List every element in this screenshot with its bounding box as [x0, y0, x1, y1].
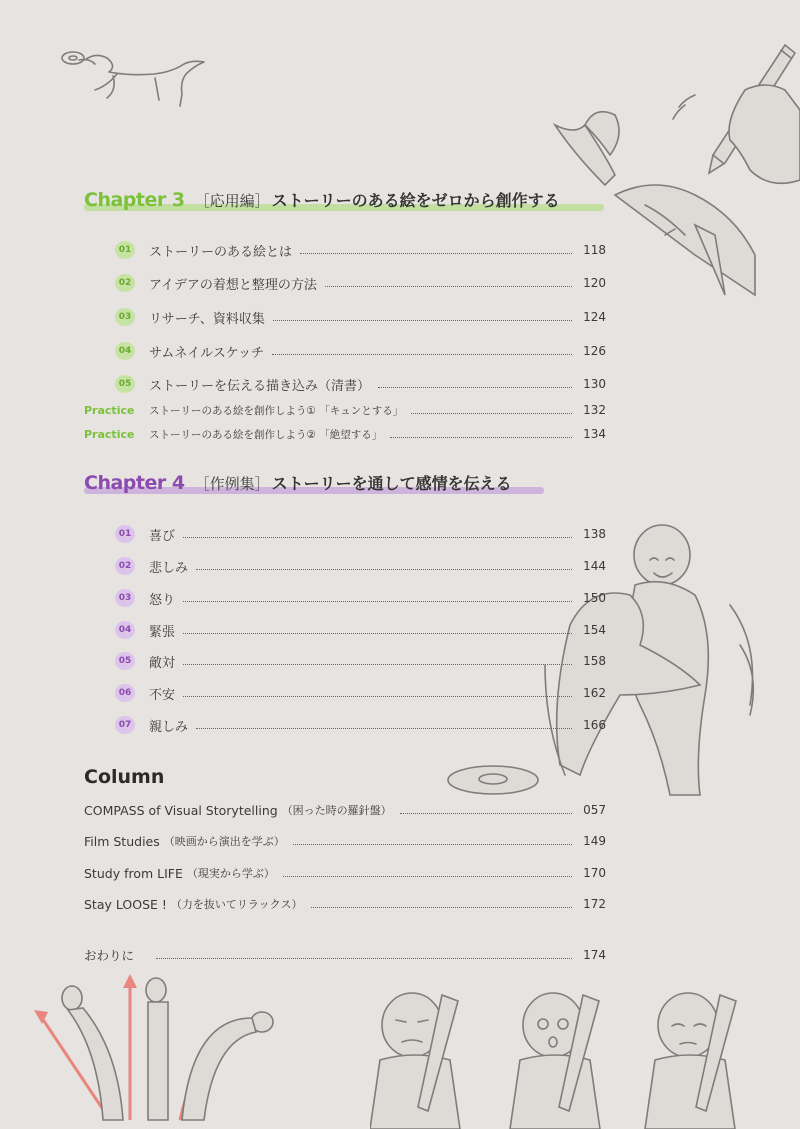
dot-leader: [325, 285, 572, 287]
page-number: 134: [583, 427, 606, 441]
page-number: 166: [583, 718, 606, 732]
dog-sketch-illustration: [55, 40, 205, 120]
chapter4-title: ストーリーを通して感情を伝える: [271, 474, 512, 493]
column-row-2[interactable]: [84, 832, 606, 850]
dot-leader: [183, 695, 572, 697]
disc-sketch: [443, 762, 543, 802]
column-note: （困った時の羅針盤）: [281, 804, 392, 817]
toc-row-practice-2[interactable]: [84, 426, 606, 442]
dot-leader: [196, 568, 572, 570]
toc-row-practice-1[interactable]: [84, 402, 606, 418]
dot-leader: [272, 353, 572, 355]
toc-label: 親しみ: [149, 719, 189, 735]
toc-row-ch3-02[interactable]: [115, 274, 606, 292]
toc-row-ch3-03[interactable]: [115, 308, 606, 326]
page-number: 154: [583, 623, 606, 637]
guitarist-sketch-3: [640, 990, 755, 1129]
toc-row-ch4-02[interactable]: [115, 557, 606, 575]
toc-row-ch4-07[interactable]: [115, 716, 606, 734]
dot-leader: [273, 319, 572, 321]
page-number: 124: [583, 310, 606, 324]
toc-row-ch4-03[interactable]: [115, 589, 606, 607]
page-number: 174: [583, 948, 606, 962]
page-number: 132: [583, 403, 606, 417]
chapter3-title: ストーリーのある絵をゼロから創作する: [271, 191, 560, 210]
dot-leader: [311, 906, 572, 908]
page-number: 162: [583, 686, 606, 700]
toc-label: ストーリーのある絵を創作しよう① 「キュンとする」: [149, 404, 404, 417]
page-number: 130: [583, 377, 606, 391]
dot-leader: [183, 536, 572, 538]
posture-arrows-sketch: [30, 970, 280, 1129]
page-number: 150: [583, 591, 606, 605]
dot-leader: [283, 875, 572, 877]
afterword-label: おわりに: [84, 948, 135, 963]
toc-label: ストーリーのある絵とは: [149, 244, 293, 260]
dot-leader: [183, 663, 572, 665]
column-note: （映画から演出を学ぶ）: [163, 835, 285, 848]
toc-row-ch3-01[interactable]: [115, 241, 606, 259]
page-number: 144: [583, 559, 606, 573]
column-note: （力を抜いてリラックス）: [170, 898, 303, 911]
page-number: 126: [583, 344, 606, 358]
toc-label: ストーリーのある絵を創作しよう② 「絶望する」: [149, 428, 383, 441]
item-number-badge: 01: [115, 525, 135, 543]
dot-leader: [156, 957, 572, 959]
toc-row-ch4-01[interactable]: [115, 525, 606, 543]
column-note: （現実から学ぶ）: [186, 867, 275, 880]
dot-leader: [183, 632, 572, 634]
toc-row-ch4-06[interactable]: [115, 684, 606, 702]
item-number-badge: 02: [115, 557, 135, 575]
item-number-badge: 06: [115, 684, 135, 702]
toc-row-ch4-05[interactable]: [115, 652, 606, 670]
toc-label: 怒り: [149, 592, 176, 608]
item-number-badge: 03: [115, 589, 135, 607]
toc-label: リサーチ、資料収集: [149, 311, 265, 327]
dot-leader: [183, 600, 572, 602]
page-number: 158: [583, 654, 606, 668]
toc-row-ch4-04[interactable]: [115, 621, 606, 639]
column-label: COMPASS of Visual Storytelling: [84, 802, 278, 818]
chapter3-sub: ［応用編］: [194, 192, 270, 210]
guitarist-sketch-2: [505, 990, 620, 1129]
chapter3-word: Chapter 3: [84, 189, 185, 211]
dot-leader: [400, 812, 572, 814]
chapter4-heading: [84, 471, 512, 494]
item-number-badge: 05: [115, 375, 135, 393]
toc-row-ch3-04[interactable]: [115, 342, 606, 360]
dot-leader: [293, 843, 572, 845]
column-label: Film Studies: [84, 833, 160, 849]
page-number: 120: [583, 276, 606, 290]
item-number-badge: 03: [115, 308, 135, 326]
toc-label: 緊張: [149, 624, 176, 640]
practice-tag: Practice: [84, 403, 135, 417]
column-heading: Column: [84, 766, 165, 788]
dot-leader: [390, 436, 572, 438]
toc-label: 悲しみ: [149, 560, 189, 576]
page-number: 172: [583, 897, 606, 911]
toc-label: 敵対: [149, 655, 176, 671]
toc-label: 喜び: [149, 528, 176, 544]
column-label: Stay LOOSE !: [84, 896, 167, 912]
page-number: 170: [583, 866, 606, 880]
guitarist-sketch-1: [370, 990, 485, 1129]
item-number-badge: 01: [115, 241, 135, 259]
dot-leader: [378, 386, 572, 388]
column-row-3[interactable]: [84, 864, 606, 882]
practice-tag: Practice: [84, 427, 135, 441]
toc-label: サムネイルスケッチ: [149, 345, 265, 361]
toc-row-ch3-05[interactable]: [115, 375, 606, 393]
page-number: 149: [583, 834, 606, 848]
item-number-badge: 07: [115, 716, 135, 734]
column-label: Study from LIFE: [84, 865, 183, 881]
toc-label: アイデアの着想と整理の方法: [149, 277, 317, 293]
column-row-4[interactable]: [84, 895, 606, 913]
page-number: 138: [583, 527, 606, 541]
chapter4-word: Chapter 4: [84, 472, 185, 494]
column-row-1[interactable]: [84, 801, 606, 819]
dot-leader: [300, 252, 572, 254]
item-number-badge: 05: [115, 652, 135, 670]
toc-label: 不安: [149, 687, 176, 703]
chapter4-sub: ［作例集］: [194, 475, 270, 493]
toc-label: ストーリーを伝える描き込み（清書）: [149, 378, 371, 394]
chapter3-heading: [84, 188, 560, 211]
item-number-badge: 04: [115, 621, 135, 639]
page-number: 057: [583, 803, 606, 817]
afterword-row[interactable]: [84, 946, 606, 964]
dot-leader: [196, 727, 572, 729]
item-number-badge: 02: [115, 274, 135, 292]
page-number: 118: [583, 243, 606, 257]
dot-leader: [411, 412, 572, 414]
item-number-badge: 04: [115, 342, 135, 360]
